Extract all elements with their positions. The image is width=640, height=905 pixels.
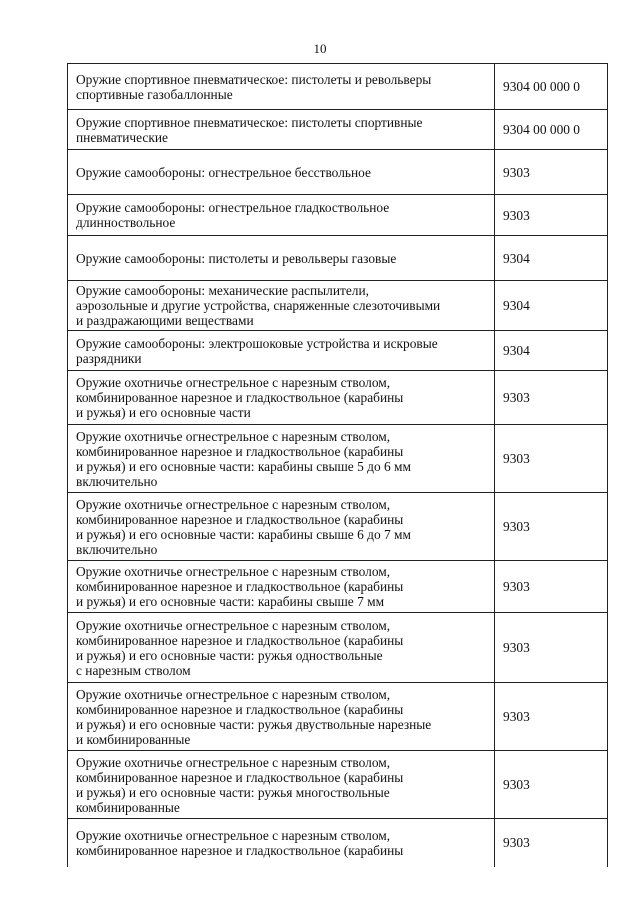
product-name-cell (68, 371, 495, 425)
table-row (68, 425, 608, 493)
product-name-line: и ружья) и его основные части (76, 405, 251, 420)
product-name-line: Оружие спортивное пневматическое: пистолеты и револьверы (76, 71, 432, 87)
product-name-line: и комбинированные (76, 731, 191, 747)
table-row (68, 331, 608, 371)
customs-code-cell: 9303 (495, 561, 608, 613)
table-row (68, 281, 608, 331)
product-name-cell (68, 150, 495, 195)
table-row (68, 371, 608, 425)
product-name-line: разрядники (76, 350, 142, 366)
product-name-cell (68, 236, 495, 281)
product-name-line: и раздражающими веществами (76, 313, 254, 328)
table-row (68, 236, 608, 281)
product-name-line: Оружие охотничье огнестрельное с нарезным стволом, (76, 375, 391, 390)
product-name-line: спортивные газобаллонные (76, 86, 233, 102)
product-name-cell (68, 751, 495, 819)
product-name-cell (68, 613, 495, 683)
customs-code-cell: 9303 (495, 683, 608, 751)
customs-code-cell: 9303 (495, 613, 608, 683)
product-name-line: включительно (76, 541, 158, 557)
customs-code-cell: 9304 00 000 0 (495, 64, 608, 110)
customs-code-cell: 9303 (495, 493, 608, 561)
table-row (68, 819, 608, 867)
product-name-line: и ружья) и его основные части: карабины свыше 5 до 6 мм (76, 458, 411, 474)
product-name-line: с нарезным стволом (76, 662, 191, 678)
product-name-line: комбинированные (76, 799, 180, 815)
product-name-cell (68, 110, 495, 150)
product-name-line: Оружие охотничье огнестрельное с нарезным стволом, (76, 428, 391, 444)
table-body (68, 64, 608, 867)
customs-code-cell: 9303 (495, 425, 608, 493)
product-name-line: комбинированное нарезное и гладкоствольное (карабины (76, 701, 404, 717)
product-name-line: Оружие самообороны: электрошоковые устройства и искровые (76, 335, 438, 351)
product-name-line: комбинированное нарезное и гладкоствольное (карабины (76, 390, 404, 405)
customs-code-cell: 9304 (495, 331, 608, 371)
product-name-line: и ружья) и его основные части: карабины свыше 7 мм (76, 594, 385, 609)
product-name-cell (68, 331, 495, 371)
page-number: 10 (313, 41, 327, 56)
product-name-line: аэрозольные и другие устройства, снаряженные слезоточивыми (76, 298, 441, 313)
product-name-line: и ружья) и его основные части: ружья многоствольные (76, 784, 390, 800)
product-name-cell (68, 425, 495, 493)
customs-code-cell: 9303 (495, 819, 608, 867)
table-row (68, 195, 608, 236)
product-name-cell (68, 819, 495, 867)
product-name-line: и ружья) и его основные части: карабины свыше 6 до 7 мм (76, 526, 411, 542)
product-name-cell (68, 561, 495, 613)
customs-code-cell: 9303 (495, 751, 608, 819)
weapons-classifier-table (67, 63, 608, 867)
product-name-line: комбинированное нарезное и гладкоствольное (карабины (76, 443, 404, 459)
product-name-line: длинноствольное (76, 215, 176, 230)
table-row (68, 110, 608, 150)
product-name-cell (68, 493, 495, 561)
table-row (68, 64, 608, 110)
product-name-line: пневматические (76, 129, 168, 145)
product-name-line: Оружие охотничье огнестрельное с нарезным стволом, (76, 617, 391, 633)
product-name-cell (68, 64, 495, 110)
product-name-line: комбинированное нарезное и гладкоствольное (карабины (76, 769, 404, 785)
product-name-line: Оружие самообороны: пистолеты и револьверы газовые (76, 250, 397, 266)
product-name-line: Оружие спортивное пневматическое: пистолеты спортивные (76, 114, 423, 130)
product-name-line: комбинированное нарезное и гладкоствольное (карабины (76, 511, 404, 527)
product-name-line: комбинированное нарезное и гладкоствольное (карабины (76, 842, 404, 858)
product-name-line: и ружья) и его основные части: ружья двуствольные нарезные (76, 716, 432, 732)
product-name-line: Оружие самообороны: огнестрельное бесствольное (76, 164, 371, 180)
product-name-cell (68, 195, 495, 236)
customs-code-cell: 9303 (495, 150, 608, 195)
customs-code-cell: 9303 (495, 371, 608, 425)
customs-code-cell: 9303 (495, 195, 608, 236)
table-row (68, 751, 608, 819)
product-name-line: Оружие охотничье огнестрельное с нарезным стволом, (76, 754, 391, 770)
product-name-line: Оружие охотничье огнестрельное с нарезным стволом, (76, 686, 391, 702)
customs-code-cell: 9304 00 000 0 (495, 110, 608, 150)
product-name-line: комбинированное нарезное и гладкоствольное (карабины (76, 632, 404, 648)
product-name-line: Оружие охотничье огнестрельное с нарезным стволом, (76, 496, 391, 512)
customs-code-cell: 9304 (495, 236, 608, 281)
product-name-cell (68, 683, 495, 751)
product-name-line: Оружие охотничье огнестрельное с нарезным стволом, (76, 564, 391, 579)
product-name-line: Оружие самообороны: огнестрельное гладкоствольное (76, 200, 390, 215)
product-name-cell (68, 281, 495, 331)
table-row (68, 493, 608, 561)
product-name-line: Оружие самообороны: механические распылители, (76, 283, 369, 298)
table-row (68, 613, 608, 683)
table-row (68, 150, 608, 195)
table-row (68, 561, 608, 613)
product-name-line: Оружие охотничье огнестрельное с нарезным стволом, (76, 827, 391, 843)
product-name-line: комбинированное нарезное и гладкоствольное (карабины (76, 579, 404, 594)
table-row (68, 683, 608, 751)
customs-code-cell: 9304 (495, 281, 608, 331)
product-name-line: и ружья) и его основные части: ружья одноствольные (76, 647, 383, 663)
product-name-line: включительно (76, 473, 158, 489)
